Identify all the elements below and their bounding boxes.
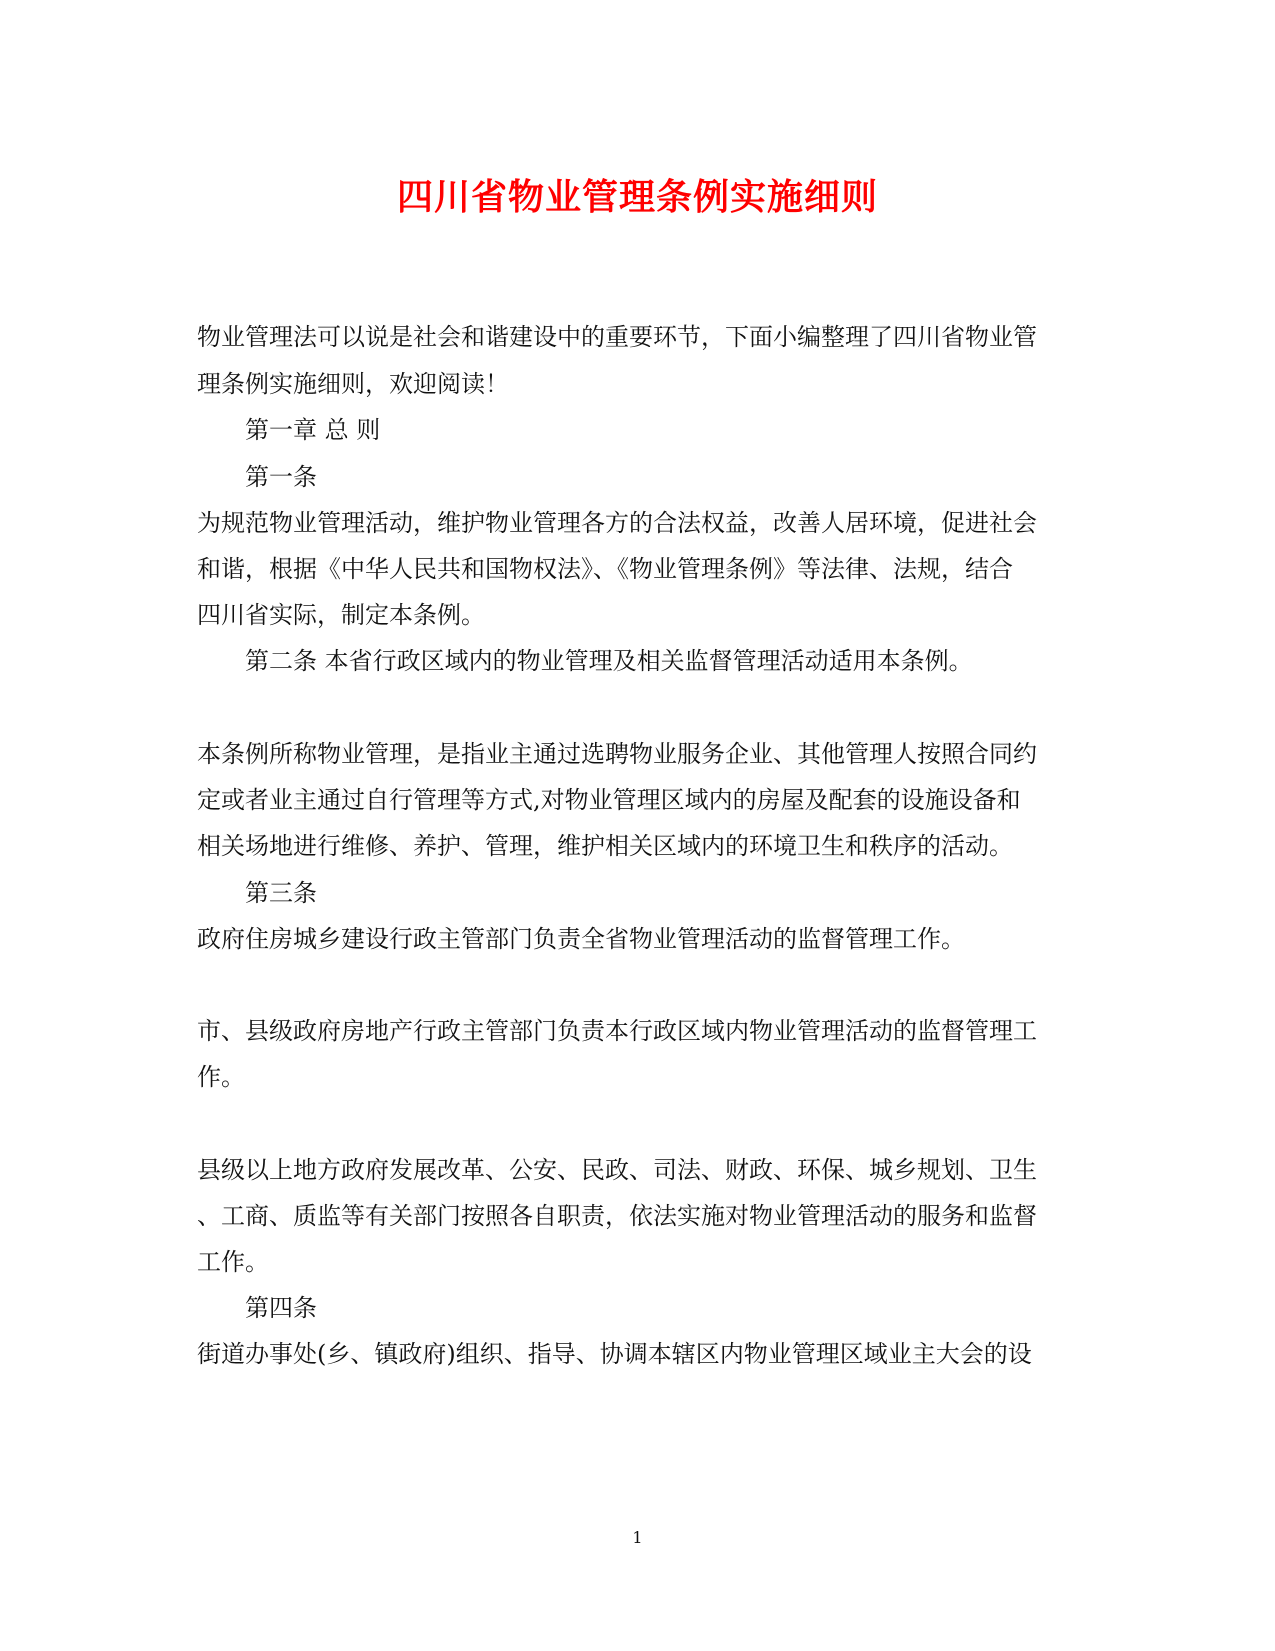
article-heading: 第二条 本省行政区域内的物业管理及相关监督管理活动适用本条例。 [245,647,973,675]
paragraph-line: 定或者业主通过自行管理等方式,对物业管理区域内的房屋及配套的设施设备和 [197,786,1021,814]
paragraph-line: 作。 [197,1063,245,1091]
paragraph-line: 相关场地进行维修、养护、管理，维护相关区域内的环境卫生和秩序的活动。 [197,832,1013,860]
article-heading: 第三条 [245,879,317,907]
article-heading: 第一条 [245,463,317,491]
paragraph-line: 为规范物业管理活动，维护物业管理各方的合法权益，改善人居环境，促进社会 [197,509,1037,537]
page-number: 1 [632,1528,643,1547]
paragraph-line: 县级以上地方政府发展改革、公安、民政、司法、财政、环保、城乡规划、卫生 [197,1156,1037,1184]
paragraph-line: 、工商、质监等有关部门按照各自职责，依法实施对物业管理活动的服务和监督 [197,1202,1037,1230]
paragraph-line: 和谐，根据《中华人民共和国物权法》、《物业管理条例》等法律、法规，结合 [197,555,1013,583]
paragraph-line: 理条例实施细则，欢迎阅读！ [197,370,509,398]
paragraph-line: 工作。 [197,1248,269,1276]
paragraph-line: 街道办事处(乡、镇政府)组织、指导、协调本辖区内物业管理区域业主大会的设 [197,1340,1032,1368]
paragraph-line: 本条例所称物业管理，是指业主通过选聘物业服务企业、其他管理人按照合同约 [197,740,1037,768]
paragraph-line: 四川省实际，制定本条例。 [197,601,485,629]
paragraph-line: 物业管理法可以说是社会和谐建设中的重要环节，下面小编整理了四川省物业管 [197,323,1037,351]
paragraph-line: 政府住房城乡建设行政主管部门负责全省物业管理活动的监督管理工作。 [197,925,965,953]
article-heading: 第四条 [245,1294,317,1322]
paragraph-line: 市、县级政府房地产行政主管部门负责本行政区域内物业管理活动的监督管理工 [197,1017,1037,1045]
chapter-heading: 第一章 总 则 [245,416,381,444]
document-title: 四川省物业管理条例实施细则 [396,176,878,218]
